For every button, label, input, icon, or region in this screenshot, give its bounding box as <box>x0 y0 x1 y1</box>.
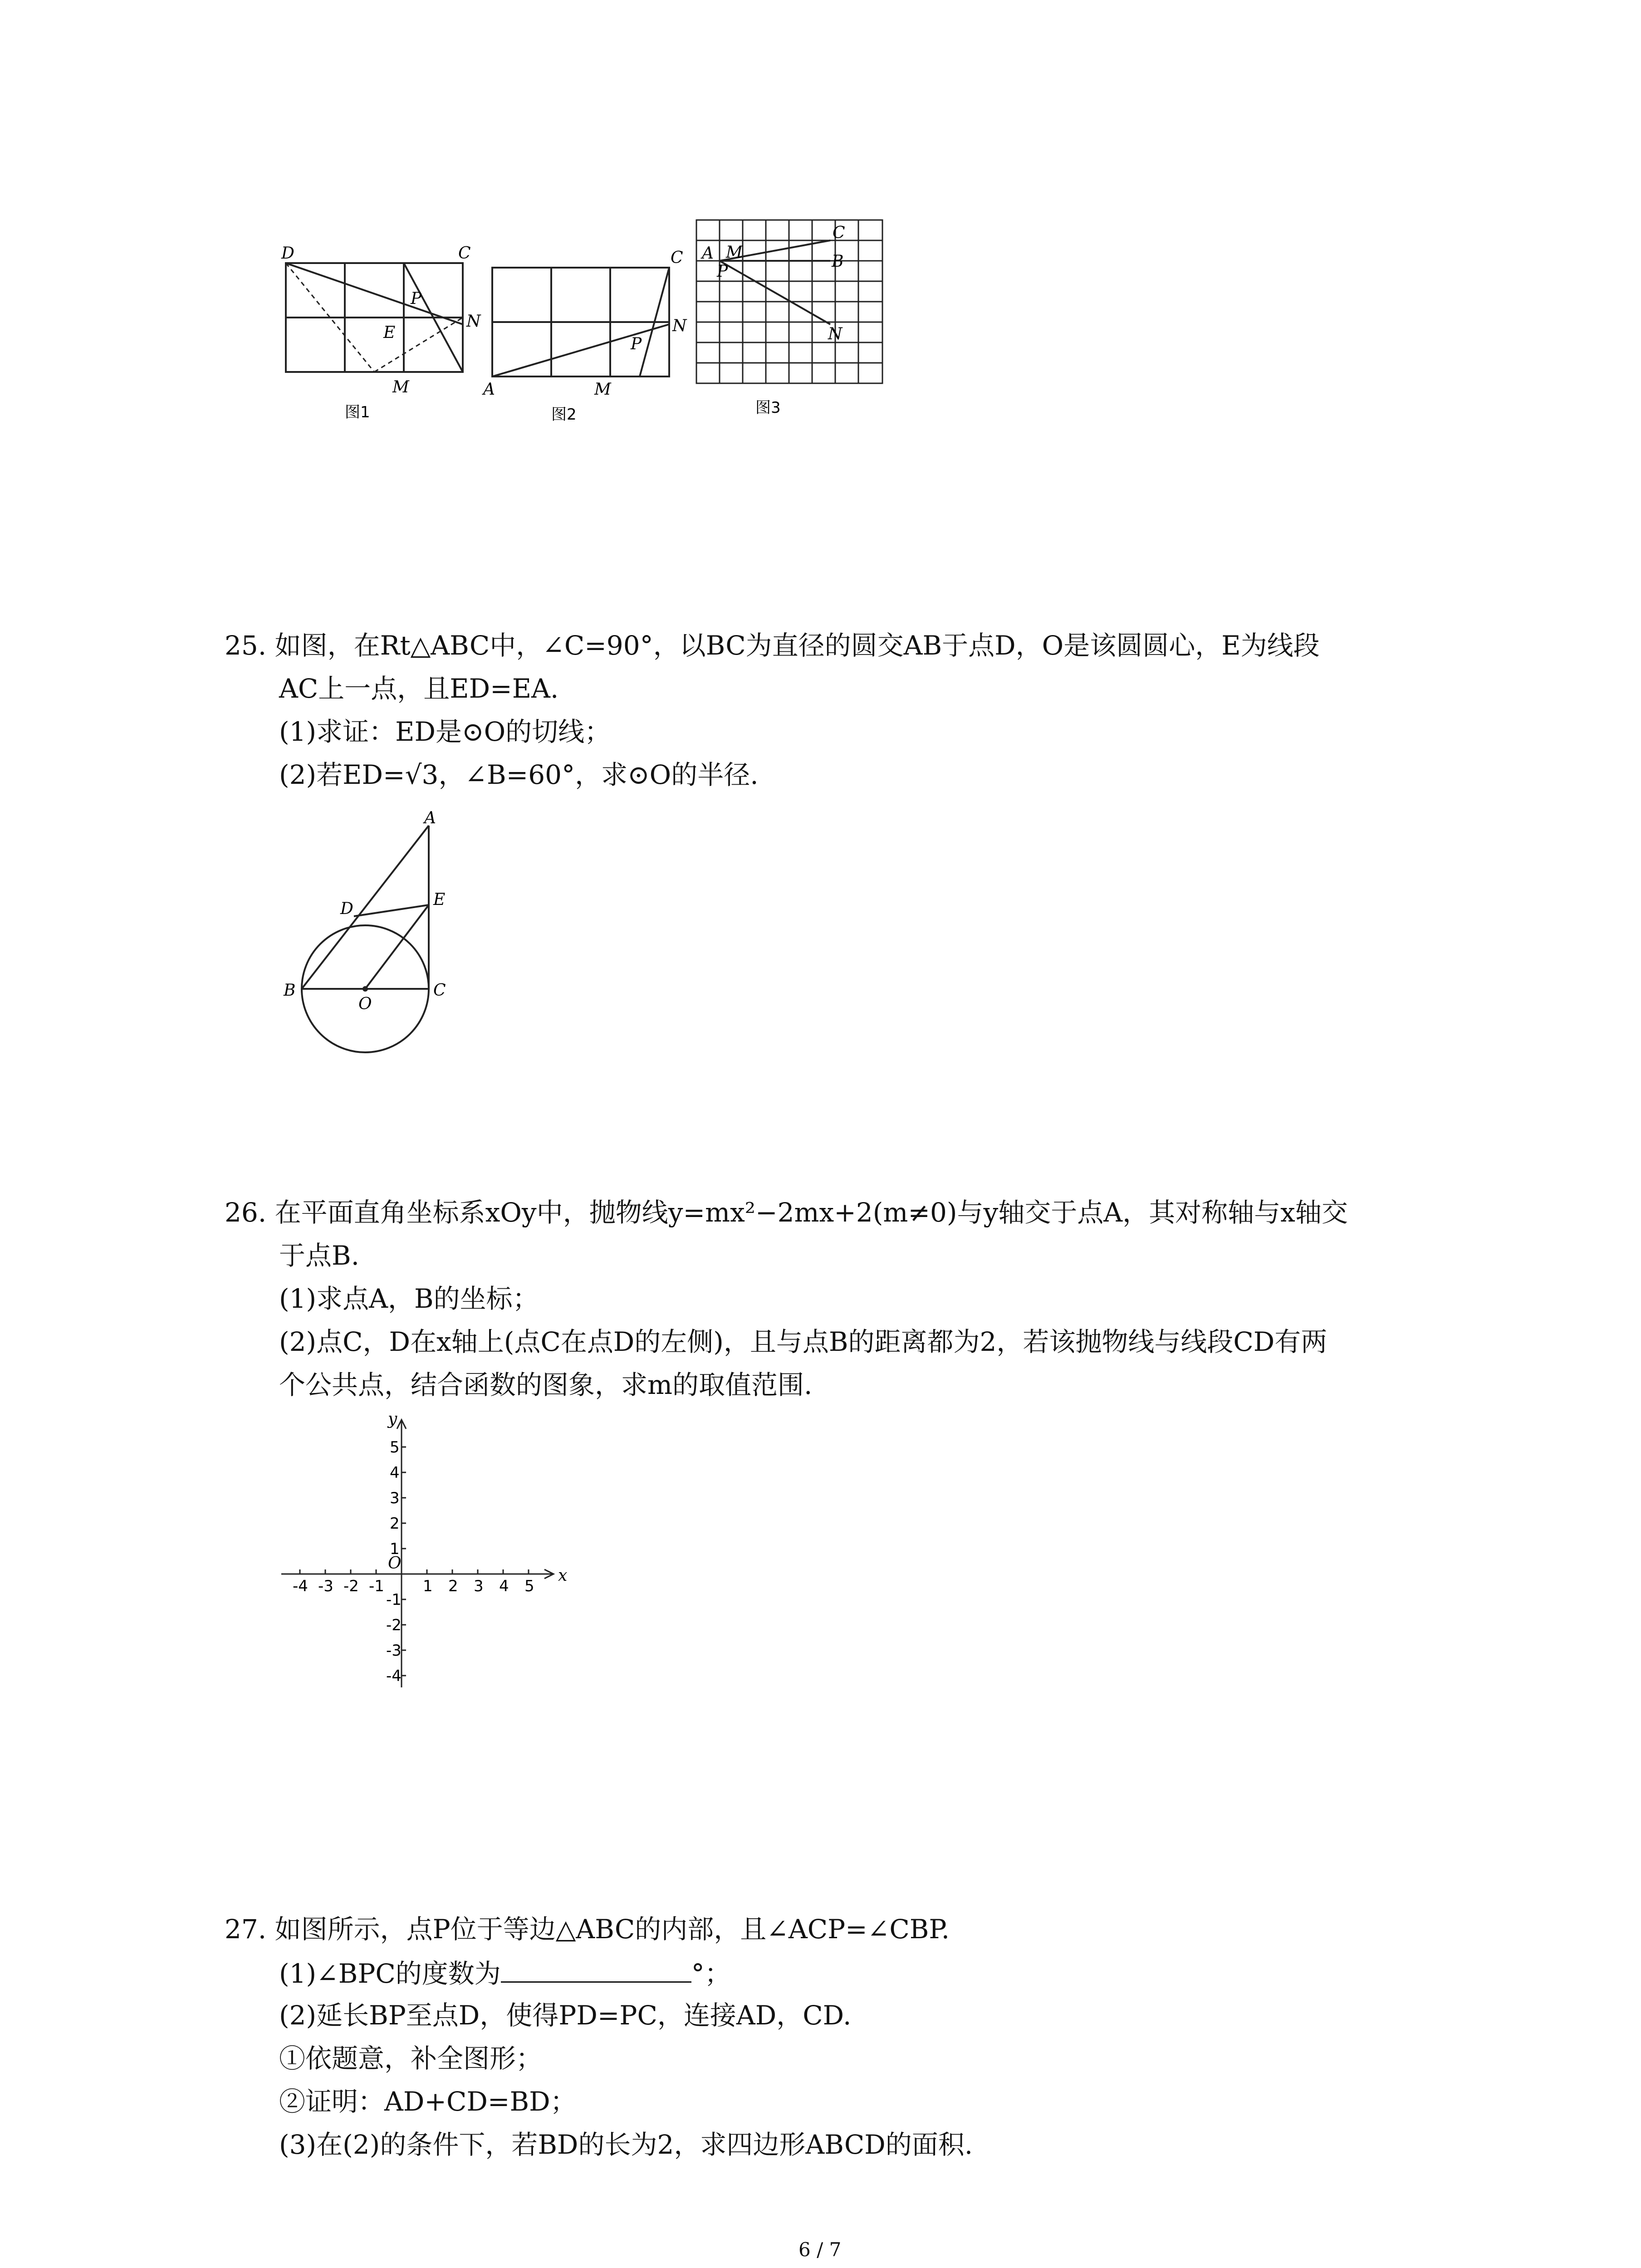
y-tick-label: 1 <box>390 1540 400 1558</box>
label-C: C <box>433 981 446 1000</box>
q27-line-2-prefix: (1)∠BPC的度数为 <box>279 1958 501 1989</box>
q26-line-3: (1)求点A，B的坐标； <box>279 1283 539 1314</box>
label-E: E <box>383 323 396 342</box>
page-number: 6 / 7 <box>798 2239 842 2261</box>
x-tick-label: -4 <box>293 1577 308 1595</box>
q27-line-4: ①依题意，补全图形； <box>279 2043 543 2074</box>
x-tick-label: 4 <box>499 1577 509 1595</box>
y-tick-label: 3 <box>390 1489 400 1507</box>
y-tick-label: 4 <box>390 1464 400 1482</box>
figure-3-caption: 图3 <box>755 399 781 417</box>
y-tick-label: -4 <box>386 1667 402 1685</box>
figure-2-caption: 图2 <box>551 406 577 424</box>
label-N: N <box>672 317 687 335</box>
label-M: M <box>594 380 611 399</box>
label-P: P <box>717 262 728 281</box>
y-tick-label: -2 <box>386 1616 402 1634</box>
label-P: P <box>411 289 422 308</box>
q25-line-4: (2)若ED=√3，∠B=60°，求⊙O的半径. <box>279 759 759 790</box>
label-B: B <box>284 981 296 1000</box>
label-C: C <box>458 244 471 263</box>
q27-line-2-suffix: °； <box>691 1958 731 1989</box>
q25-line-2: AC上一点，且ED=EA. <box>279 673 559 704</box>
x-tick-label: -1 <box>369 1577 384 1595</box>
q26-line-4: (2)点C，D在x轴上(点C在点D的左侧)，且与点B的距离都为2，若该抛物线与线段CD有两 <box>279 1326 1327 1357</box>
q27-line-2 <box>279 1955 731 1991</box>
q27-line-3: (2)延长BP至点D，使得PD=PC，连接AD，CD. <box>279 2000 852 2031</box>
y-tick-label: -3 <box>386 1642 402 1660</box>
label-M: M <box>392 378 409 396</box>
label-A: A <box>424 809 436 827</box>
q26-axes <box>272 1406 581 1701</box>
x-tick-label: 1 <box>423 1577 433 1595</box>
axis-y-label: y <box>388 1410 397 1428</box>
q26-line-1: 26. 在平面直角坐标系xOy中，抛物线y=mx²−2mx+2(m≠0)与y轴交于点A，其对称轴与x轴交 <box>225 1197 1348 1228</box>
y-tick-label: -1 <box>386 1591 402 1609</box>
label-M: M <box>726 243 743 262</box>
q25-line-1: 25. 如图，在Rt△ABC中，∠C=90°，以BC为直径的圆交AB于点D，O是该圆圆心，E为线段 <box>225 630 1320 661</box>
q25-figure <box>272 807 508 1061</box>
label-A: A <box>483 380 495 399</box>
label-D: D <box>281 244 294 263</box>
figure-3 <box>692 213 892 422</box>
q25-line-3: (1)求证：ED是⊙O的切线； <box>279 716 611 747</box>
q27-line-1: 27. 如图所示，点P位于等边△ABC的内部，且∠ACP=∠CBP. <box>225 1914 950 1945</box>
y-tick-label: 5 <box>390 1438 400 1457</box>
answer-blank[interactable] <box>501 1955 691 1983</box>
origin-label: O <box>388 1554 402 1573</box>
label-C: C <box>671 249 683 267</box>
label-N: N <box>466 312 481 331</box>
label-P: P <box>631 335 642 353</box>
figure-1-caption: 图1 <box>345 403 370 421</box>
q26-line-2: 于点B. <box>279 1240 360 1271</box>
x-tick-label: 3 <box>474 1577 484 1595</box>
axis-x-label: x <box>558 1566 568 1585</box>
label-D: D <box>340 899 353 918</box>
label-A: A <box>702 244 714 263</box>
y-tick-label: 2 <box>390 1515 400 1533</box>
q27-line-5: ②证明：AD+CD=BD； <box>279 2086 577 2117</box>
label-B: B <box>832 252 844 271</box>
x-tick-label: 2 <box>448 1577 458 1595</box>
label-O: O <box>358 995 372 1013</box>
figure-1 <box>272 236 481 435</box>
label-C: C <box>833 224 845 242</box>
label-E: E <box>433 890 446 909</box>
x-tick-label: -3 <box>318 1577 333 1595</box>
q26-line-5: 个公共点，结合函数的图象，求m的取值范围. <box>279 1369 813 1400</box>
label-N: N <box>828 325 843 343</box>
x-tick-label: -2 <box>343 1577 359 1595</box>
x-tick-label: 5 <box>524 1577 534 1595</box>
figure-2 <box>481 236 690 435</box>
q27-line-6: (3)在(2)的条件下，若BD的长为2，求四边形ABCD的面积. <box>279 2129 973 2160</box>
